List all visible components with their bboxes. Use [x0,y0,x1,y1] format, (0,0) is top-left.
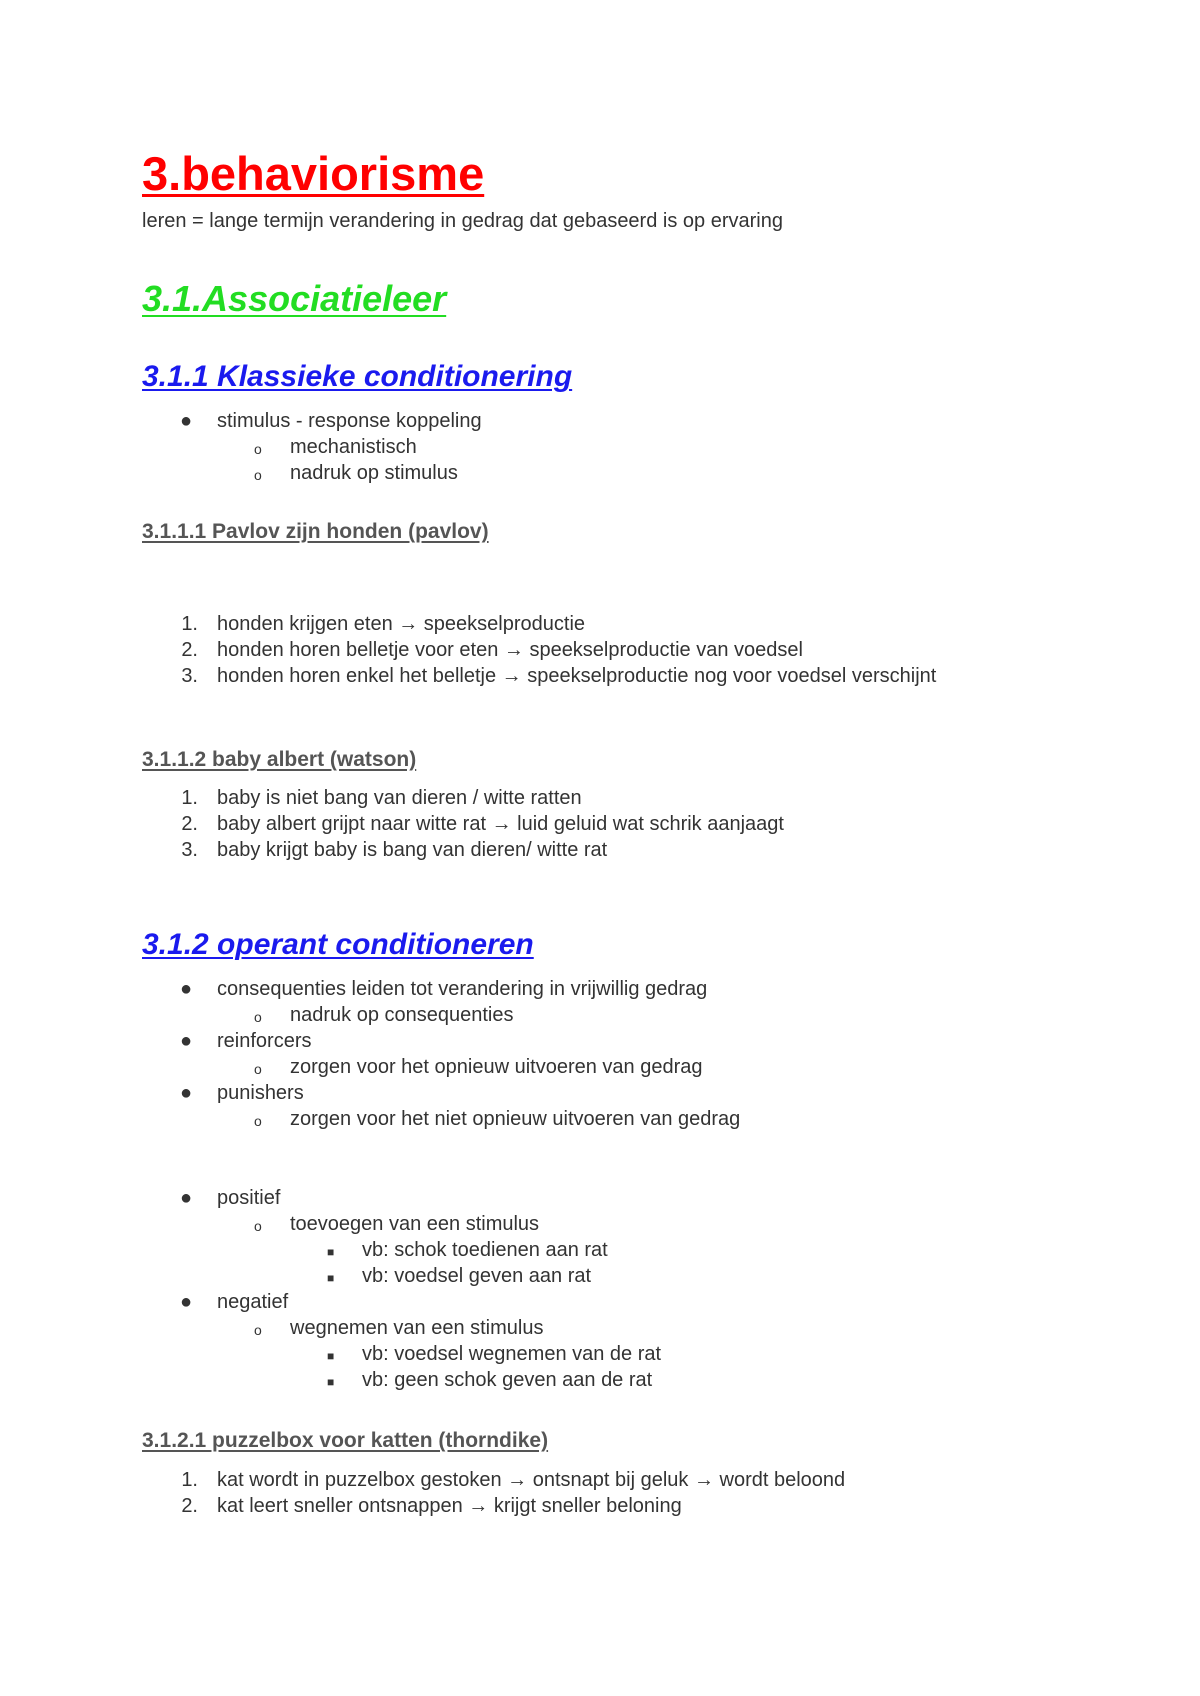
list-item [0,1002,1200,1028]
list-item [0,460,1200,486]
square-marker: ■ [327,1375,335,1389]
number-marker: 2. [181,813,198,835]
list-item [0,611,1200,637]
list-item-text: negatief [217,1291,289,1313]
list-item-text: stimulus - response koppeling [217,410,482,432]
circle-marker: o [254,1322,262,1338]
list-item [0,785,1200,811]
bullet-marker: ● [180,410,193,432]
circle-marker: o [254,1218,262,1234]
list-item-text: vb: geen schok geven aan de rat [362,1369,653,1391]
list-item-text: vb: schok toedienen aan rat [362,1239,608,1261]
bullet-marker: ● [180,1082,193,1104]
list-item-text: consequenties leiden tot verandering in vrijwillig gedrag [217,978,708,1000]
square-marker: ■ [327,1349,335,1363]
list-item-text: baby is niet bang van dieren / witte ratten [217,787,582,809]
list-item [0,1080,1200,1106]
page-title: 3.behaviorisme [142,147,485,200]
list-item-text: baby albert grijpt naar witte rat → luid geluid wat schrik aanjaagt [217,813,784,835]
list-item [0,408,1200,434]
list-item-text: mechanistisch [290,436,417,458]
square-marker: ■ [327,1245,335,1259]
list-item [0,1315,1200,1341]
square-marker: ■ [327,1271,335,1285]
circle-marker: o [254,1113,262,1129]
list-item [0,1106,1200,1132]
circle-marker: o [254,467,262,483]
number-marker: 3. [181,839,198,861]
list-item-text: wegnemen van een stimulus [290,1317,544,1339]
list-item [0,976,1200,1002]
list-item-text: vb: voedsel geven aan rat [362,1265,592,1287]
subsubsection-heading-pavlov: 3.1.1.1 Pavlov zijn honden (pavlov) [142,520,489,543]
list-item-text: vb: voedsel wegnemen van de rat [362,1343,662,1365]
list-item [0,1289,1200,1315]
subsection-heading-operant: 3.1.2 operant conditioneren [142,928,534,961]
list-item-text: honden horen belletje voor eten → speekselproductie van voedsel [217,639,803,661]
bullet-marker: ● [180,1291,193,1313]
bullet-marker: ● [180,1030,193,1052]
list-item-text: zorgen voor het niet opnieuw uitvoeren van gedrag [290,1108,741,1130]
circle-marker: o [254,441,262,457]
list-item-text: kat wordt in puzzelbox gestoken → ontsnapt bij geluk → wordt beloond [217,1469,846,1491]
intro-text: leren = lange termijn verandering in gedrag dat gebaseerd is op ervaring [142,210,783,232]
number-marker: 1. [181,787,198,809]
number-marker: 2. [181,1495,198,1517]
number-marker: 1. [181,1469,198,1491]
list-item-text: punishers [217,1082,304,1104]
bullet-marker: ● [180,1187,193,1209]
list-item [0,1054,1200,1080]
list-item [0,837,1200,863]
list-item-text: reinforcers [217,1030,312,1052]
list-item-text: kat leert sneller ontsnappen → krijgt sneller beloning [217,1495,682,1517]
subsection-heading-klassieke: 3.1.1 Klassieke conditionering [142,360,573,393]
list-item-text: nadruk op stimulus [290,462,458,484]
section-heading-associatieleer: 3.1.Associatieleer [142,278,447,319]
list-item [0,1493,1200,1519]
bullet-marker: ● [180,978,193,1000]
subsubsection-heading-puzzelbox: 3.1.2.1 puzzelbox voor katten (thorndike) [142,1429,549,1452]
number-marker: 2. [181,639,198,661]
subsubsection-heading-albert: 3.1.1.2 baby albert (watson) [142,748,417,771]
list-item [0,1367,1200,1393]
list-item [0,1028,1200,1054]
list-item-text: zorgen voor het opnieuw uitvoeren van gedrag [290,1056,703,1078]
list-item-text: nadruk op consequenties [290,1004,514,1026]
list-item [0,1263,1200,1289]
list-item [0,1341,1200,1367]
list-item [0,1237,1200,1263]
list-item-text: honden horen enkel het belletje → speekselproductie nog voor voedsel verschijnt [217,665,937,687]
circle-marker: o [254,1009,262,1025]
list-item [0,1211,1200,1237]
list-item-text: positief [217,1187,281,1209]
list-item [0,663,1200,689]
list-item [0,434,1200,460]
circle-marker: o [254,1061,262,1077]
list-item [0,1467,1200,1493]
list-item [0,1185,1200,1211]
list-item [0,637,1200,663]
list-item-text: toevoegen van een stimulus [290,1213,540,1235]
number-marker: 3. [181,665,198,687]
number-marker: 1. [181,613,198,635]
list-item-text: baby krijgt baby is bang van dieren/ witte rat [217,839,608,861]
list-item-text: honden krijgen eten → speekselproductie [217,613,586,635]
list-item [0,811,1200,837]
